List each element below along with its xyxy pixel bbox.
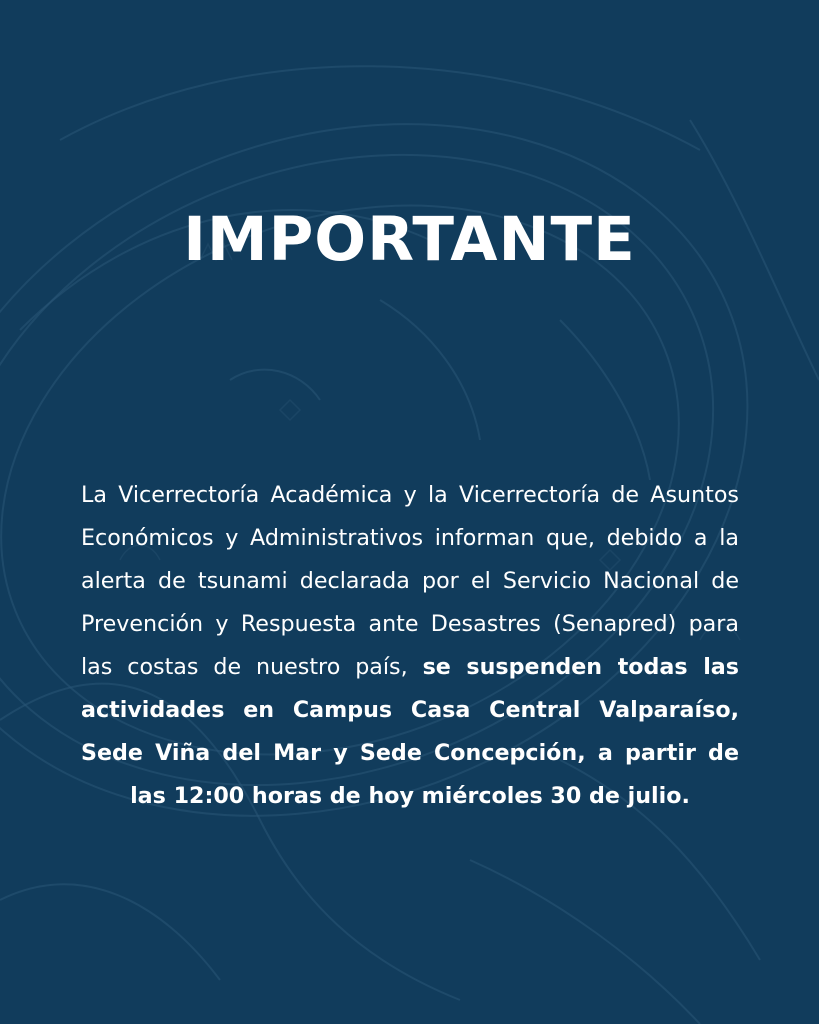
page-title: IMPORTANTE bbox=[183, 204, 636, 275]
announcement-body bbox=[81, 474, 739, 818]
announcement-body-emphasis: se suspenden todas las actividades en Campus Casa Central Valparaíso, Sede Viña del Mar y Sede Concepción, a partir de las 12:00 horas de hoy miércoles 30 de julio. bbox=[81, 654, 739, 809]
announcement-body-lead: La Vicerrectoría Académica y la Vicerrectoría de Asuntos Económicos y Administrativos informan que, debido a la alerta de tsunami declarada por el Servicio Nacional de Prevención y Respuesta ante Desastres (Senapred) para las costas de nuestro país, bbox=[81, 482, 739, 680]
